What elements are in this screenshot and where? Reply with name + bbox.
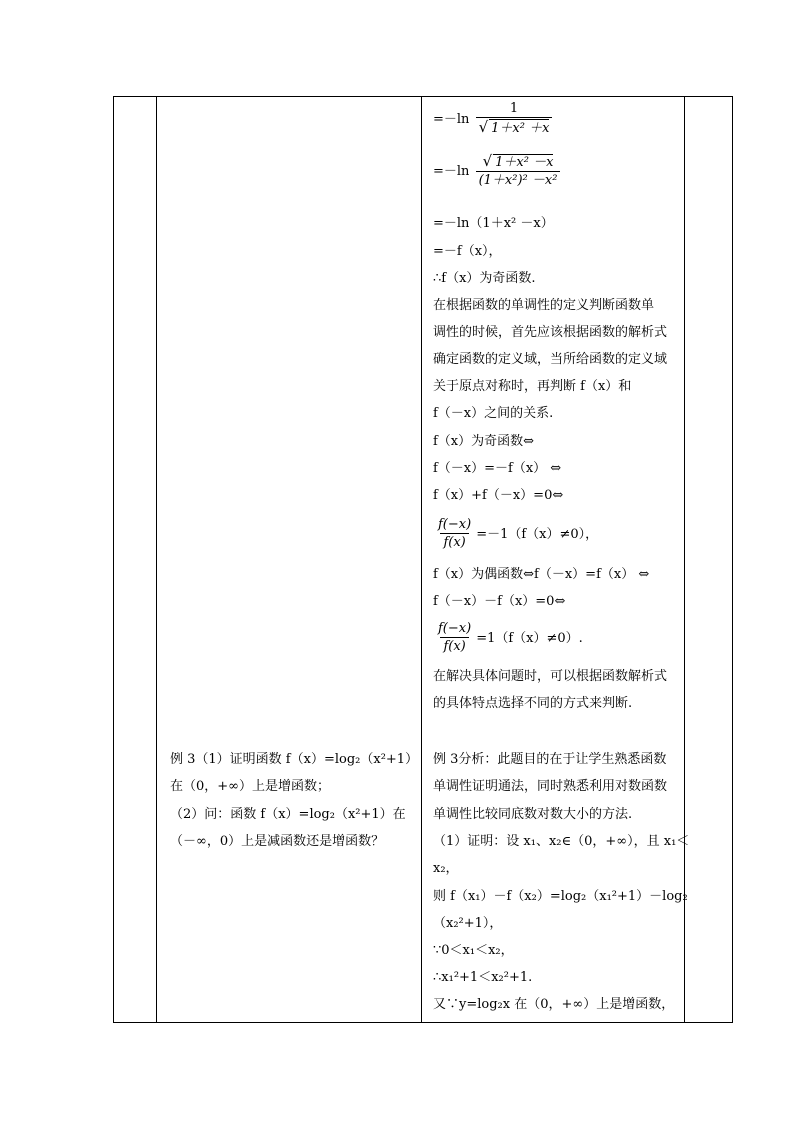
even-condition: f（x）为偶函数⇔f（－x）=f（x） ⇔ xyxy=(433,567,650,582)
proof-line: x₂， xyxy=(433,861,459,876)
note-line: 在根据函数的单调性的定义判断函数单 xyxy=(433,298,655,313)
equation-2: =－ln $\frac{\text{√ 1＋x² －x}}{\text{(1＋x²)² －x²}}$ xyxy=(433,149,562,195)
example3-line: （2）问：函数 f（x）=log₂（x²+1）在 xyxy=(170,807,406,822)
note-line: 调性的时候，首先应该根据函数的解析式 xyxy=(433,325,668,340)
odd-ratio: $\frac{f(-x)}{f(x)}$ =－1（f（x）≠0）， xyxy=(433,515,598,555)
equation-1: =－ln $\frac{1}{\text{√ 1＋x² ＋x}}$ xyxy=(433,99,554,141)
analysis-column xyxy=(426,97,690,1022)
note-line: 的具体特点选择不同的方式来判断. xyxy=(433,696,633,711)
note-line: 关于原点对称时，再判断 f（x）和 xyxy=(433,379,632,394)
analysis-line: 单调性证明通法，同时熟悉利用对数函数 xyxy=(433,779,668,794)
fraction: $\frac{\text{√ 1＋x² －x}}{\text{(1＋x²)² －x²}}$ xyxy=(476,153,561,190)
example3-line: （－∞，0）上是减函数还是增函数？ xyxy=(170,834,385,849)
analysis-line: 单调性比较同底数对数大小的方法. xyxy=(433,807,633,822)
odd-condition: f（－x）=－f（x） ⇔ xyxy=(433,461,562,476)
column-divider xyxy=(421,97,422,1022)
odd-condition: f（x）为奇函数⇔ xyxy=(433,434,535,449)
even-condition: f（－x）－f（x）=0⇔ xyxy=(433,594,566,609)
example3-line: 在（0，+∞）上是增函数； xyxy=(170,779,330,794)
fraction: $\frac{1}{\text{√ 1＋x² ＋x}}$ xyxy=(476,101,553,138)
proof-line: ∴x₁²+1＜x₂²+1. xyxy=(433,970,533,985)
odd-condition: f（x）+f（－x）=0⇔ xyxy=(433,488,564,503)
note-line: f（－x）之间的关系. xyxy=(433,406,554,421)
equation-5: ∴f（x）为奇函数. xyxy=(433,271,536,286)
analysis-line: 例 3分析：此题目的在于让学生熟悉函数 xyxy=(433,752,667,767)
fraction: $\frac{f(-x)}{f(x)}$ xyxy=(438,517,472,550)
column-divider xyxy=(684,97,685,1022)
note-line: 确定函数的定义域，当所给函数的定义域 xyxy=(433,352,668,367)
fraction: $\frac{f(-x)}{f(x)}$ xyxy=(438,621,472,654)
content-table xyxy=(113,96,733,1023)
proof-line: 又∵y=log₂x 在（0，+∞）上是增函数， xyxy=(433,997,675,1012)
equation-4: =－f（x）， xyxy=(433,244,502,259)
example-column xyxy=(163,97,421,1022)
proof-line: ∵0＜x₁＜x₂， xyxy=(433,943,514,958)
note-line: 在解决具体问题时，可以根据函数解析式 xyxy=(433,669,668,684)
proof-line: （1）证明：设 x₁、x₂∈（0，+∞），且 x₁＜ xyxy=(433,834,690,849)
proof-line: 则 f（x₁）－f（x₂）=log₂（x₁²+1）－log₂ xyxy=(433,889,688,904)
even-ratio: $\frac{f(-x)}{f(x)}$ =1（f（x）≠0）. xyxy=(433,619,583,659)
proof-line: （x₂²+1）， xyxy=(433,916,503,931)
equation-3: =－ln（1＋x² －x） xyxy=(433,216,554,231)
column-divider xyxy=(156,97,157,1022)
example3-line: 例 3（1）证明函数 f（x）=log₂（x²+1） xyxy=(170,752,419,767)
